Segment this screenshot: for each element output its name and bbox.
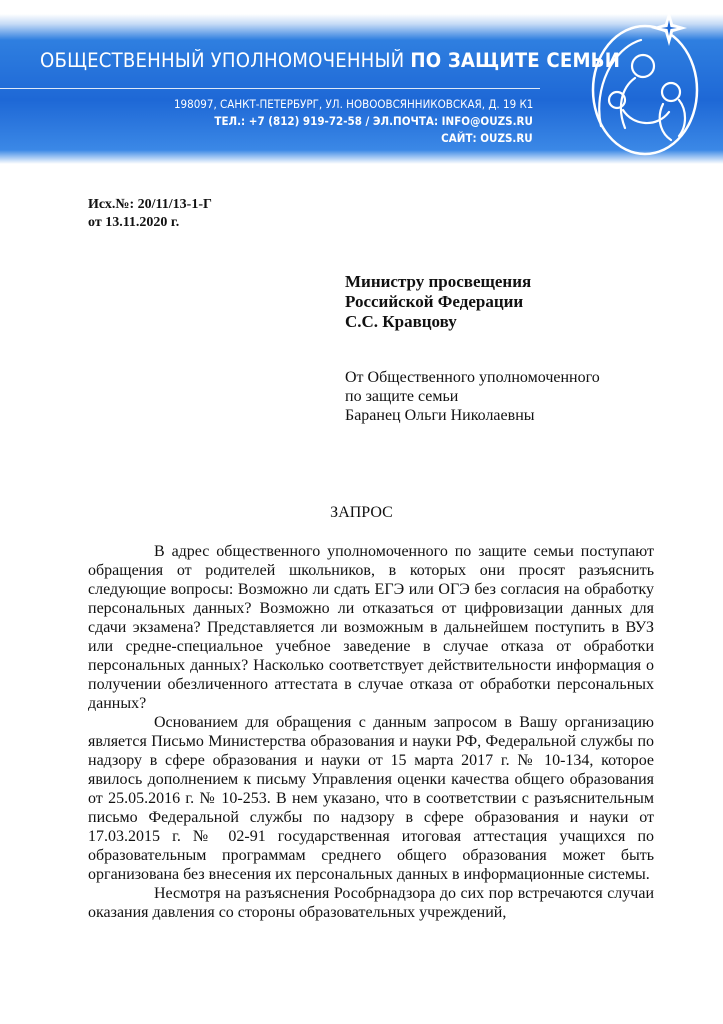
sender-block [345,368,600,425]
recipient-line: Российской Федерации [345,292,524,311]
recipient-line: С.С. Кравцову [345,312,457,331]
letterhead-banner [0,0,723,164]
sender-line: От Общественного уполномоченного [345,369,600,386]
body-paragraph: В адрес общественного уполномоченного по защите семьи поступают обращения от родителей школьников, в которых они просят разъяснить следующие вопросы: Возможно ли сдать ЕГЭ или ОГЭ без согласия на обработку персональных данных? Возможно ли отказаться от цифровизации данных для сдачи экзамена? Представляется ли возможным в дальнейшем поступить в ВУЗ или средне-специальное учебное заведение в случае отказа от обработки персональных данных? Насколько соответствует действительности информация о получении обезличенного аттестата в случае отказа от обработки персональных данных? [88,543,654,712]
sender-line: по защите семьи [345,388,459,405]
sender-line: Баранец Ольги Николаевны [345,407,535,424]
outgoing-reference [88,196,212,232]
recipient-block [345,272,531,332]
letterhead-contacts: ТЕЛ.: +7 (812) 919-72-58 / ЭЛ.ПОЧТА: INFO@OUZS.RU [214,114,533,128]
family-star-logo-icon [583,8,707,158]
document-title: ЗАПРОС [330,504,393,521]
letterhead-title [40,49,621,72]
letterhead-address: 198097, САНКТ-ПЕТЕРБУРГ, УЛ. НОВООВСЯННИКОВСКАЯ, Д. 19 К1 [173,97,533,111]
outgoing-date: от 13.11.2020 г. [88,215,180,230]
letterhead-title-regular: ОБЩЕСТВЕННЫЙ УПОЛНОМОЧЕННЫЙ [40,49,405,72]
outgoing-number: Исх.№: 20/11/13-1-Г [88,197,212,212]
recipient-line: Министру просвещения [345,272,532,291]
body-paragraph: Основанием для обращения с данным запросом в Вашу организацию является Письмо Министерства образования и науки РФ, Федеральной службы по надзору в сфере образования и науки от 15 марта 2017 г. № 10-134, которое явилось дополнением к письму Управления оценки качества общего образования от 25.05.2016 г. № 10-253. В нем указано, что в соответствии с разъяснительным письмо Федеральной службы по надзору в сфере образования и науки от 17.03.2015 г. № 02-91 государственная итоговая аттестация учащихся по образовательным программам среднего общего образования может быть организована без внесения их персональных данных в информационные системы. [88,714,654,883]
letterhead-site: САЙТ: OUZS.RU [441,131,533,145]
letterhead-divider [0,88,540,89]
letterhead-title-bold: ПО ЗАЩИТЕ СЕМЬИ [410,49,621,72]
body-paragraph: Несмотря на разъяснения Рособрнадзора до сих пор встречаются случаи оказания давления со стороны образовательных учреждений, [88,885,654,921]
letter-body [88,542,654,922]
